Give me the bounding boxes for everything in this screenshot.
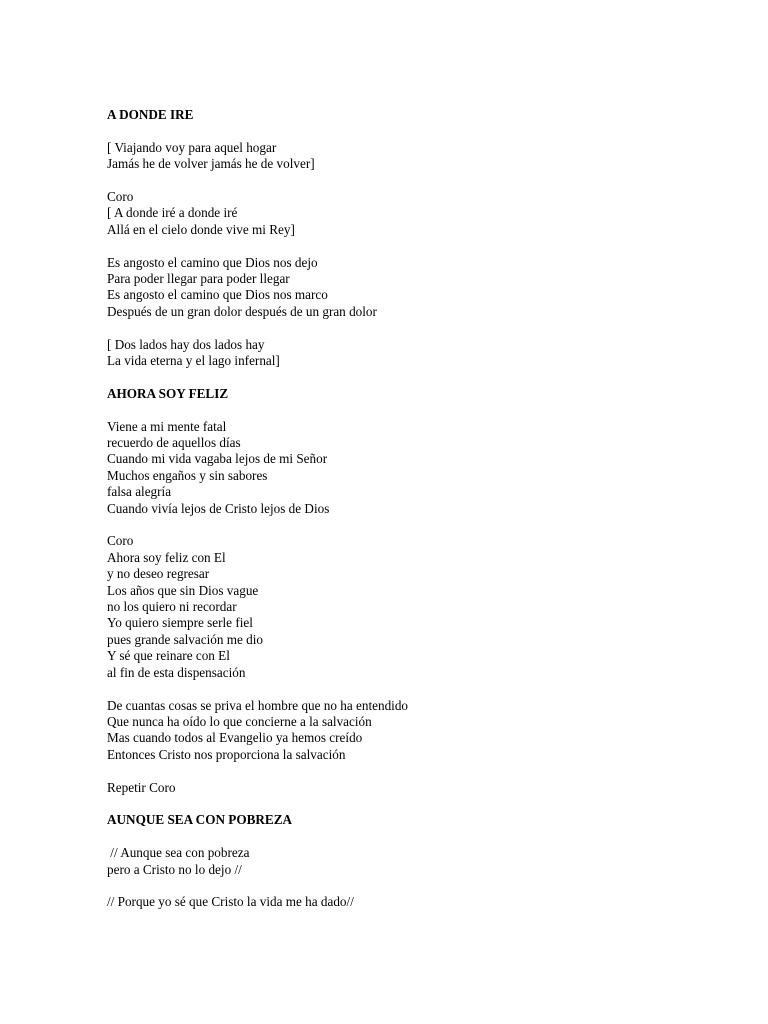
lyric-line: Repetir Coro [107,779,176,795]
stanza [107,780,768,796]
lyric-line: Para poder llegar para poder llegar [107,271,290,287]
lyric-line: Yo quiero siempre serle fiel [107,615,253,631]
stanza [107,419,768,517]
lyric-line: pero a Cristo no lo dejo // [107,861,242,877]
stanza [107,698,768,764]
stanza [107,255,768,321]
song-title: AUNQUE SEA CON POBREZA [107,812,293,828]
stanza [107,140,768,173]
song-aunque-sea-con-pobreza [107,812,768,910]
lyric-line: Y sé que reinare con El [107,648,230,664]
lyric-line: Mas cuando todos al Evangelio ya hemos creído [107,730,363,746]
lyric-line: Que nunca ha oído lo que concierne a la salvación [107,713,372,729]
lyric-line: Allá en el cielo donde vive mi Rey] [107,221,295,237]
stanza [107,189,768,238]
lyric-line: pues grande salvación me dio [107,631,264,647]
lyric-line: Coro [107,189,134,204]
lyric-line: Muchos engaños y sin sabores [107,467,268,483]
lyric-line: falsa alegría [107,484,172,500]
lyric-line: no los quiero ni recordar [107,599,237,615]
stanza [107,533,768,681]
lyric-line: Los años que sin Dios vague [107,582,259,598]
lyric-line: Después de un gran dolor después de un gran dolor [107,303,377,319]
lyric-line: [ Viajando voy para aquel hogar [107,139,277,155]
stanza [107,845,768,878]
lyric-line: Es angosto el camino que Dios nos marco [107,287,328,303]
song-title: AHORA SOY FELIZ [107,385,229,401]
song-a-donde-ire [107,107,768,369]
lyric-line: [ Dos lados hay dos lados hay [107,336,265,352]
lyric-line: al fin de esta dispensación [107,664,246,680]
lyric-line: Cuando mi vida vagaba lejos de mi Señor [107,451,328,467]
lyric-line: La vida eterna y el lago infernal] [107,353,280,369]
stanza [107,894,768,910]
lyric-line: Viene a mi mente fatal [107,418,227,434]
lyric-line: // Porque yo sé que Cristo la vida me ha dado// [107,894,354,910]
stanza [107,337,768,370]
lyric-line: recuerdo de aquellos días [107,435,241,451]
lyric-line: y no deseo regresar [107,566,210,582]
lyric-line: Jamás he de volver jamás he de volver] [107,156,315,172]
lyric-line: Ahora soy feliz con El [107,549,226,565]
lyric-line: // Aunque sea con pobreza [107,845,250,861]
song-ahora-soy-feliz [107,386,768,796]
lyric-line: [ A donde iré a donde iré [107,205,238,221]
song-title: A DONDE IRE [107,107,194,122]
lyric-line: Es angosto el camino que Dios nos dejo [107,254,318,270]
lyric-line: Coro [107,533,134,549]
lyric-line: Entonces Cristo nos proporciona la salvación [107,746,346,762]
lyric-line: De cuantas cosas se priva el hombre que no ha entendido [107,697,409,713]
lyric-line: Cuando vivía lejos de Cristo lejos de Dios [107,500,330,516]
